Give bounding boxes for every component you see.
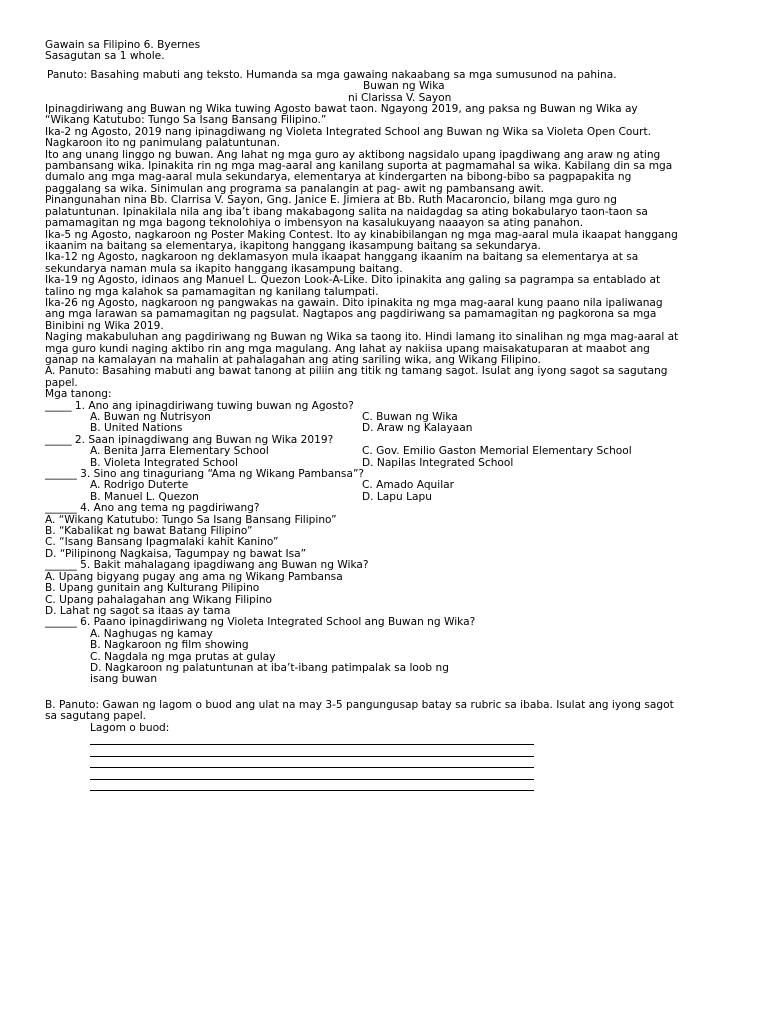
answer-line[interactable] — [90, 780, 534, 791]
part-a-instruction: A. Panuto: Basahing mabuti ang bawat tanong at piliin ang titik ng tamang sagot. Isulat ang iyong sagot sa sagutang — [45, 365, 668, 378]
passage-line: Ika-12 ng Agosto, nagkaroon ng deklamasyon mula ikaapat hanggang ikaanim na baitang sa elementarya at sa — [45, 251, 639, 264]
question-6-stem: ______ 6. Paano ipinagdiriwang ng Violeta Integrated School ang Buwan ng Wika? — [45, 616, 476, 629]
passage-line: pamamagitan ng mga bagong teknolohiya o imbensyon na kasalukuyang naaayon sa ating panahon. — [45, 217, 584, 230]
passage-line: ganap na kamalayan na mahalin at pahalagahan ang ating sariling wika, ang Wikang Filipino. — [45, 353, 541, 366]
option-c: C. Upang pahalagahan ang Wikang Filipino — [45, 593, 273, 606]
passage-line: Binibini ng Wika 2019. — [45, 319, 164, 332]
option-d: D. Nagkaroon ng palatuntunan at iba’t-ibang patimpalak sa loob ng — [90, 661, 449, 674]
passage-line: mga guro kundi naging aktibo rin ang mga magulang. Ang lahat ay nakiisa upang maisakatuparan at maabot ang — [45, 342, 650, 355]
passage-line: “Wikang Katutubo: Tungo Sa Isang Bansang Filipino.” — [45, 114, 327, 127]
option-c: C. Amado Aquilar — [362, 479, 454, 492]
questions-heading: Mga tanong: — [45, 388, 112, 401]
option-a: A. Buwan ng Nutrisyon — [90, 411, 211, 423]
passage-author: ni Clarissa V. Sayon — [348, 91, 452, 104]
passage-line: palatuntunan. Ipinakilala nila ang iba’t ibang makabagong salita na naidagdag sa ating bokabularyo taon-taon sa — [45, 205, 648, 218]
part-a-instruction-cont: papel. — [45, 376, 78, 389]
question-3-stem: ______ 3. Sino ang tinaguriang “Ama ng Wikang Pambansa”? — [45, 468, 365, 481]
worksheet-page — [45, 40, 725, 791]
passage-line: pambansang wika. Ipinakita rin ng mga mag-aaral ang kanilang suporta at pagmamahal sa wika. Kabilang din sa mga — [45, 160, 673, 173]
option-a: A. Benita Jarra Elementary School — [90, 445, 269, 458]
option-b: B. Upang gunitain ang Kulturang Pilipino — [45, 582, 260, 595]
answer-line[interactable] — [90, 734, 534, 745]
option-b: B. Manuel L. Quezon — [90, 490, 199, 503]
passage-line: sekundarya naman mula sa ikapito hanggang ikasampung baitang. — [45, 262, 403, 275]
passage-line: Ito ang unang linggo ng buwan. Ang lahat ng mga guro ay aktibong nagsidalo upang ipagdiwang ang araw ng ating — [45, 148, 661, 161]
question-2-stem: _____ 2. Saan ipinagdiwang ang Buwan ng Wika 2019? — [45, 433, 334, 446]
passage-line: Pinangunahan nina Bb. Clarrisa V. Sayon, Gng. Janice E. Jimiera at Bb. Ruth Macaroncio, bilang mga guro ng — [45, 194, 617, 207]
passage-line: ang mga larawan sa pamamagitan ng pagsulat. Nagtapos ang pagdiriwang sa pamamagitan ng pagkorona sa mga — [45, 308, 657, 321]
option-d-cont: isang buwan — [90, 673, 158, 686]
passage-line: Ika-5 ng Agosto, nagkaroon ng Poster Making Contest. Ito ay kinabibilangan ng mga mag-aaral mula ikaapat hanggang — [45, 228, 678, 241]
intro-instruction: Panuto: Basahing mabuti ang teksto. Humanda sa mga gawaing nakaabang sa mga sumusunod na pahina. — [47, 68, 617, 81]
passage-line: Nagkaroon ito ng panimulang palatuntunan. — [45, 137, 281, 150]
option-b: B. Violeta Integrated School — [90, 456, 238, 469]
header-line-2: Sasagutan sa 1 whole. — [45, 50, 165, 63]
part-b-instruction-cont: sa sagutang papel. — [45, 710, 147, 723]
passage-line: Ika-19 ng Agosto, idinaos ang Manuel L. Quezon Look-A-Like. Dito ipinakita ang galing sa pagrampa sa entablado at — [45, 274, 661, 287]
option-c: C. Nagdala ng mga prutas at gulay — [90, 650, 276, 663]
passage — [45, 104, 725, 366]
answer-line[interactable] — [90, 745, 534, 756]
question-1-stem: _____ 1. Ano ang ipinagdiriwang tuwing buwan ng Agosto? — [45, 399, 354, 412]
option-c: C. “Isang Bansang Ipagmalaki kahit Kanino” — [45, 536, 279, 549]
passage-line: paggalang sa wika. Sinimulan ang programa sa panalangin at pag- awit ng pambansang awit. — [45, 182, 544, 195]
option-b: B. “Kabalikat ng bawat Batang Filipino” — [45, 525, 253, 538]
question-5-stem: ______ 5. Bakit mahalagang ipagdiwang ang Buwan ng Wika? — [45, 559, 369, 572]
question-2-options-row — [45, 446, 725, 457]
option-b: B. Nagkaroon ng film showing — [90, 639, 249, 652]
option-d: D. Lahat ng sagot sa itaas ay tama — [45, 604, 231, 617]
option-c: C. Buwan ng Wika — [362, 411, 458, 423]
option-b: B. United Nations — [90, 422, 183, 435]
option-c: C. Gov. Emilio Gaston Memorial Elementary School — [362, 445, 632, 458]
option-a: A. Naghugas ng kamay — [90, 627, 213, 640]
passage-line: dumalo ang mga mag-aaral mula sekundarya, elementarya at kindergarten na bibong-bibo sa pagpapakita ng — [45, 171, 632, 184]
passage-line: talino ng mga kalahok sa pamamagitan ng kanilang talumpati. — [45, 285, 379, 298]
question-4-stem: ______ 4. Ano ang tema ng pagdiriwang? — [45, 502, 260, 515]
answer-line[interactable] — [90, 768, 534, 779]
option-a: A. Rodrigo Duterte — [90, 479, 189, 492]
answer-line[interactable] — [90, 757, 534, 768]
passage-line: Ipinagdiriwang ang Buwan ng Wika tuwing Agosto bawat taon. Ngayong 2019, ang paksa ng Buwan ng Wika ay — [45, 103, 638, 116]
part-b-instruction: B. Panuto: Gawan ng lagom o buod ang ulat na may 3-5 pangungusap batay sa rubric sa ibaba. Isulat ang iyong sagot — [45, 698, 674, 711]
passage-line: Ika-2 ng Agosto, 2019 nang ipinagdiwang ng Violeta Integrated School ang Buwan ng Wika sa Violeta Open Court. — [45, 125, 651, 138]
answer-lines — [45, 734, 725, 791]
passage-line: ikaanim na baitang sa elementarya, ikapitong hanggang ikasampung baitang sa sekundarya. — [45, 239, 541, 252]
option-a: A. “Wikang Katutubo: Tungo Sa Isang Bansang Filipino” — [45, 513, 337, 526]
summary-label: Lagom o buod: — [90, 721, 170, 734]
option-d: D. Napilas Integrated School — [362, 456, 514, 469]
passage-line: Ika-26 ng Agosto, nagkaroon ng pangwakas na gawain. Dito ipinakita ng mga mag-aaral kung paano nila ipaliwanag — [45, 296, 663, 309]
header-line-1: Gawain sa Filipino 6. Byernes — [45, 39, 201, 51]
option-d: D. Araw ng Kalayaan — [362, 422, 473, 435]
option-d: D. “Pilipinong Nagkaisa, Tagumpay ng bawat Isa” — [45, 547, 307, 560]
option-d: D. Lapu Lapu — [362, 490, 432, 503]
passage-title: Buwan ng Wika — [363, 80, 445, 93]
option-a: A. Upang bigyang pugay ang ama ng Wikang Pambansa — [45, 570, 343, 583]
passage-line: Naging makabuluhan ang pagdiriwang ng Buwan ng Wika sa taong ito. Hindi lamang ito sinalihan ng mga mag-aaral at — [45, 331, 679, 344]
